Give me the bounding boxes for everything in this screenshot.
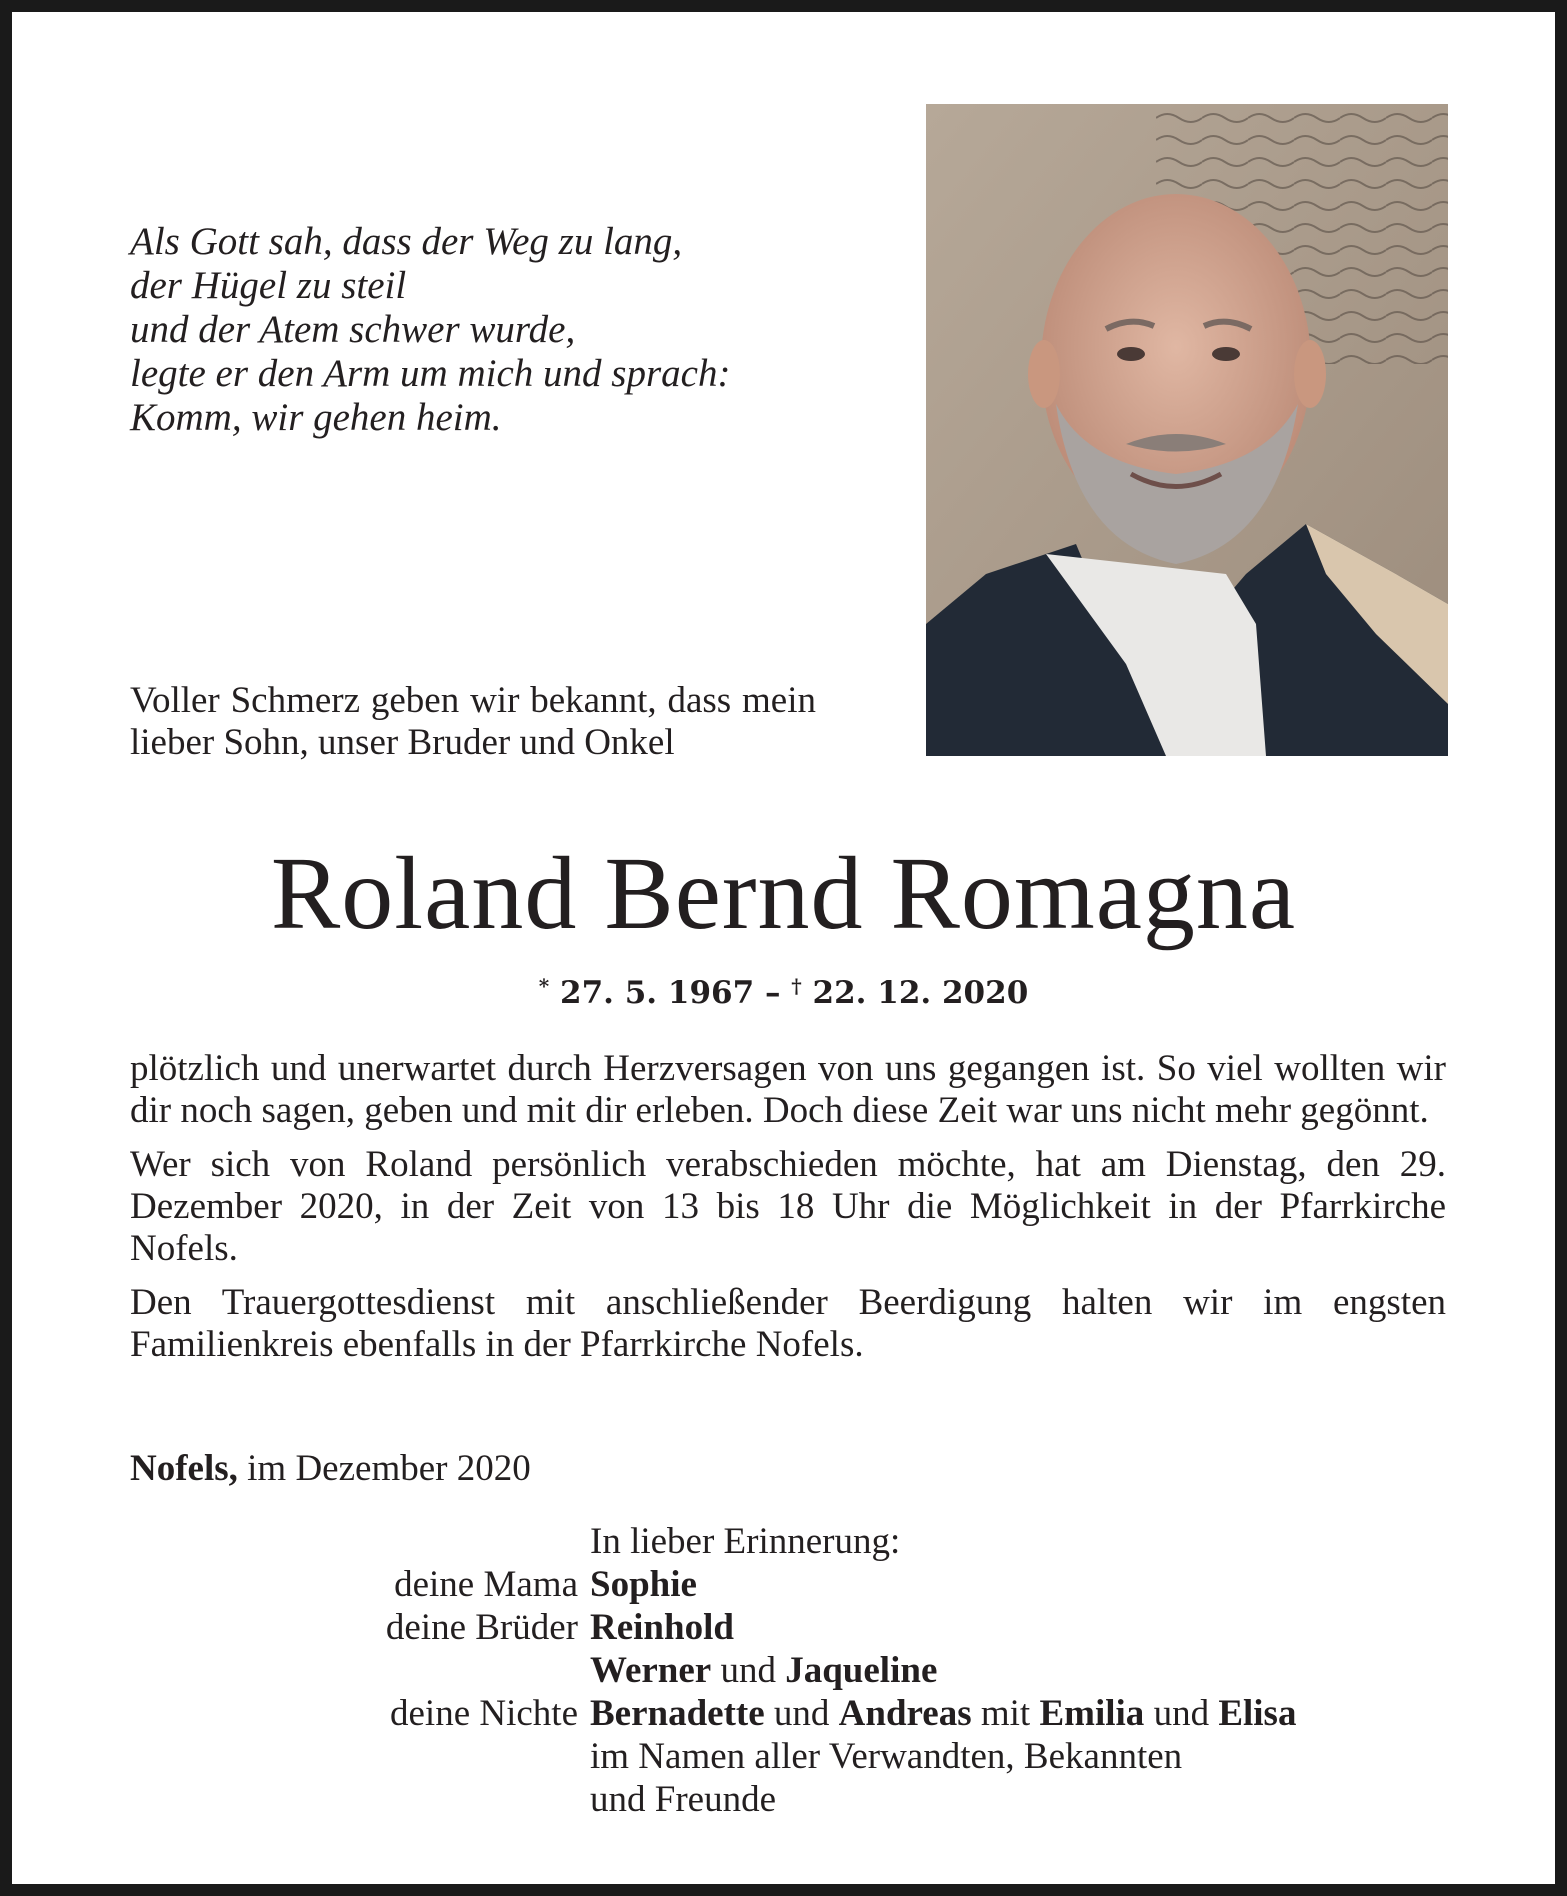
place-town: Nofels, <box>130 1448 238 1489</box>
poem-line: Komm, wir gehen heim. <box>130 396 502 439</box>
mourner-name: Sophie <box>590 1564 697 1605</box>
relation-label: deine Brüder <box>385 1607 578 1648</box>
poem-line: Als Gott sah, dass der Weg zu lang, <box>130 220 683 263</box>
poem <box>130 220 770 440</box>
conjunction: und <box>720 1650 776 1691</box>
mourner-name: Jaqueline <box>785 1650 938 1691</box>
mourner-name: Elisa <box>1218 1693 1297 1734</box>
relation-label: deine Mama <box>394 1564 578 1605</box>
mourner-name: Reinhold <box>590 1607 734 1648</box>
mourner-name: Bernadette <box>590 1693 765 1734</box>
closing-row <box>130 1778 1450 1821</box>
date-separator: – <box>764 975 781 1011</box>
closing-line: im Namen aller Verwandten, Bekannten <box>590 1736 1183 1777</box>
relation-label: deine Nichte <box>390 1693 578 1734</box>
poem-line: der Hügel zu steil <box>130 264 407 307</box>
conjunction: und <box>773 1693 830 1734</box>
paragraph: plötzlich und unerwartet durch Herzversagen von uns gegangen ist. So viel wollten wir dir noch sagen, geben und mit dir erleben. Doch diese Zeit war uns nicht mehr gegönnt. <box>130 1048 1446 1131</box>
mourner-row <box>130 1649 1450 1692</box>
poem-line: und der Atem schwer wurde, <box>130 308 576 351</box>
deceased-name: Roland Bernd Romagna <box>270 836 1297 951</box>
portrait-photo <box>926 104 1448 756</box>
mourner-row <box>130 1606 1450 1649</box>
mourners-heading: In lieber Erinnerung: <box>590 1521 901 1562</box>
life-dates <box>12 966 1555 1013</box>
paragraph: Wer sich von Roland persönlich verabschieden möchte, hat am Dienstag, den 29. Dezember 2020, in der Zeit von 13 bis 18 Uhr die Möglichkeit in der Pfarrkirche Nofels. <box>130 1144 1446 1269</box>
paragraph: Den Trauergottesdienst mit anschließender Beerdigung halten wir im engsten Familienkreis ebenfalls in der Pfarrkirche Nofels. <box>130 1282 1446 1365</box>
poem-line: legte er den Arm um mich und sprach: <box>130 352 731 395</box>
place-month: im Dezember 2020 <box>247 1448 531 1489</box>
mourner-name: Werner <box>590 1650 712 1691</box>
intro-text: Voller Schmerz geben wir bekannt, dass mein lieber Sohn, unser Bruder und Onkel <box>130 680 816 763</box>
place-date <box>130 1448 531 1490</box>
conjunction: und <box>1153 1693 1210 1734</box>
obituary-body <box>130 1048 1446 1378</box>
mourner-row <box>130 1692 1450 1735</box>
portrait-illustration <box>926 104 1448 756</box>
mourners-list <box>130 1520 1450 1821</box>
mourner-row <box>130 1563 1450 1606</box>
death-symbol: † <box>791 974 802 998</box>
mourner-name: Emilia <box>1039 1693 1145 1734</box>
birth-date: 27. 5. 1967 <box>560 975 755 1011</box>
birth-symbol: * <box>538 974 550 998</box>
death-date: 22. 12. 2020 <box>812 975 1029 1011</box>
closing-row <box>130 1735 1450 1778</box>
conjunction: mit <box>980 1693 1031 1734</box>
mourner-name: Andreas <box>838 1693 972 1734</box>
closing-line: und Freunde <box>590 1779 776 1820</box>
mourners-heading-row <box>130 1520 1450 1563</box>
